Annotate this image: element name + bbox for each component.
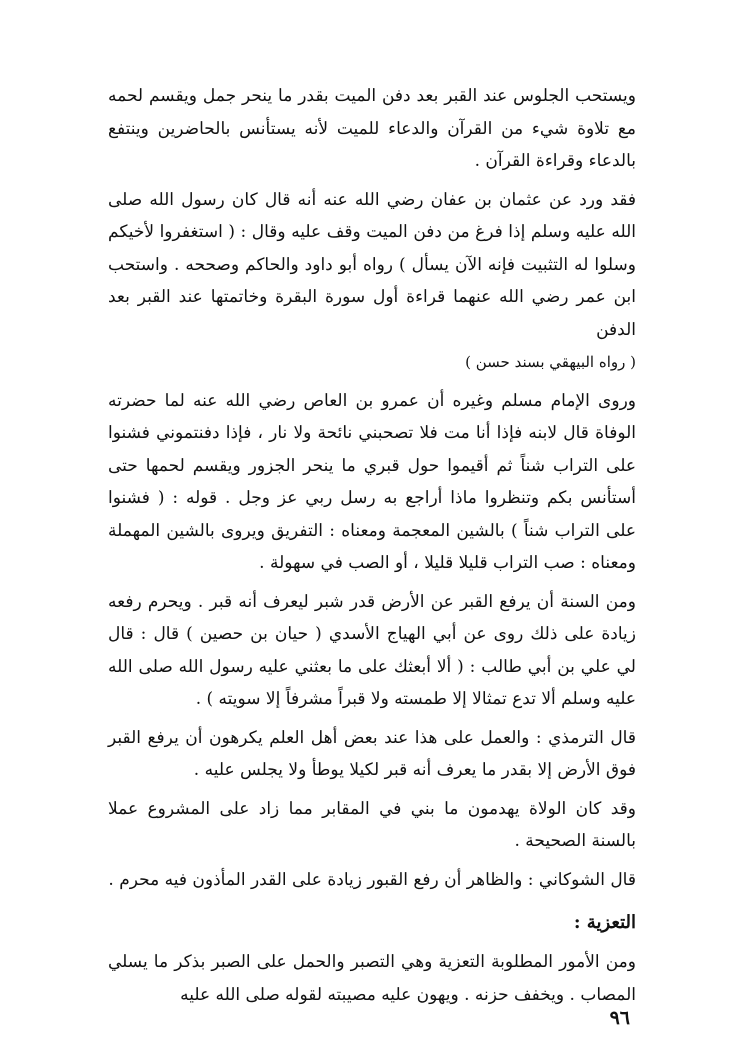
paragraph-raising-grave: ومن السنة أن يرفع القبر عن الأرض قدر شبر ليعرف أنه قبر . ويحرم رفعه زيادة على ذلك روى عن أبي الهياج الأسدي ( حيان بن حصين ) قال : قال لي علي بن أبي طالب : ( ألا أبعثك على ما بعثني عليه رسول الله صلى الله عليه وسلم ألا تدع تمثالا إلا طمسته ولا قبراً مشرفاً إلا سويته ) . [108, 591, 636, 709]
paragraph-sitting-at-grave: ويستحب الجلوس عند القبر بعد دفن الميت بقدر ما ينحر جمل ويقسم لحمه مع تلاوة شيء من القرآن والدعاء للميت لأنه يستأنس بالحاضرين وينتفع بالدعاء وقراءة القرآن . [108, 86, 636, 171]
paragraph-amr-ibn-al-as: وروى الإمام مسلم وغيره أن عمرو بن العاص رضي الله عنه لما حضرته الوفاة قال لابنه فإذا أنا مت فلا تصحبني نائحة ولا نار ، فإذا دفنتموني فشنوا على التراب شناً ثم أقيموا حول قبري ما ينحر الجزور ويقسم لحمها حتى أستأنس بكم وتنظروا ماذا أراجع به رسل ربي عز وجل . قوله : ( فشنوا على التراب شناً ) بالشين المعجمة ومعناه : التفريق ويروى بالشين المهملة ومعناه : صب التراب قليلا قليلا ، أو الصب في سهولة . [108, 390, 636, 573]
paragraph-shawkani: قال الشوكاني : والظاهر أن رفع القبور زيادة على القدر المأذون فيه محرم . [108, 869, 636, 890]
citation-bayhaqi: ( رواه البيهقي بسند حسن ) [465, 353, 636, 371]
page-number: ٩٦ [609, 1007, 630, 1029]
paragraph-uthman-text: فقد ورد عن عثمان بن عفان رضي الله عنه أنه قال كان رسول الله صلى الله عليه وسلم إذا فرغ من دفن الميت وقف عليه وقال : ( استغفروا لأخيكم وسلوا له التثبيت فإنه الآن يسأل ) رواه أبو داود والحاكم وصححه . واستحب ابن عمر رضي الله عنهما قراءة أول سورة البقرة وخاتمتها عند القبر بعد الدفن [108, 189, 636, 340]
paragraph-rulers: وقد كان الولاة يهدمون ما بني في المقابر مما زاد على المشروع عملا بالسنة الصحيحة . [108, 798, 636, 851]
document-page [108, 80, 636, 1017]
paragraph-condolence: ومن الأمور المطلوبة التعزية وهي التصبر والحمل على الصبر بذكر ما يسلي المصاب . ويخفف حزنه . ويهون عليه مصيبته لقوله صلى الله عليه [108, 952, 636, 1005]
paragraph-uthman-hadith [108, 184, 636, 379]
paragraph-tirmidhi: قال الترمذي : والعمل على هذا عند بعض أهل العلم يكرهون أن يرفع القبر فوق الأرض إلا بقدر ما يعرف أنه قبر لكيلا يوطأ ولا يجلس عليه . [108, 727, 636, 780]
section-heading-condolence: التعزية : [573, 912, 636, 933]
